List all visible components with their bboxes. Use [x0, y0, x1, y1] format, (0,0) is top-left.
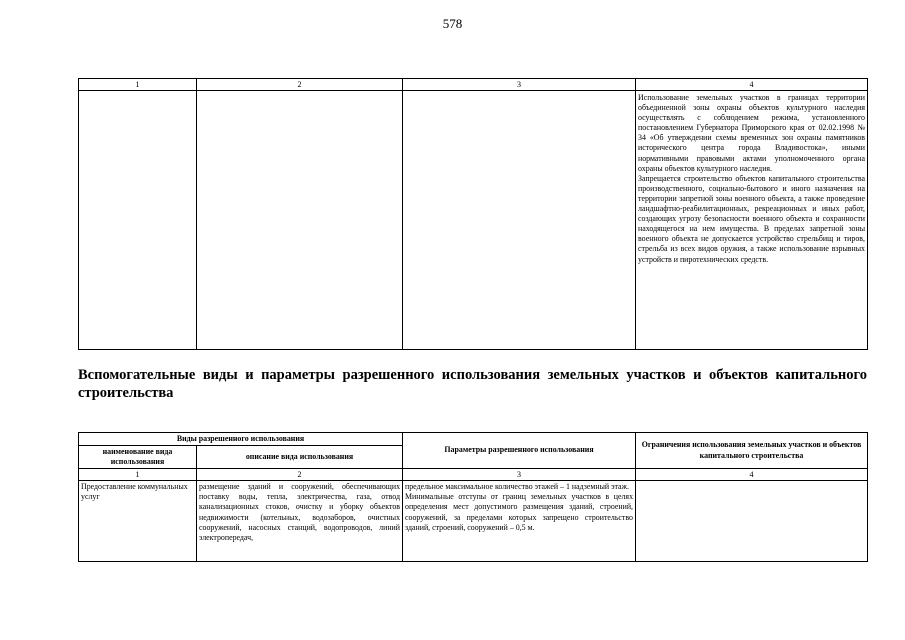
- table-row: [79, 481, 868, 562]
- section-heading: Вспомогательные виды и параметры разрешенного использования земельных участков и объектов капитального строительства: [78, 367, 867, 401]
- page-number: 578: [442, 16, 463, 31]
- column-number-row: [79, 79, 868, 91]
- param-line: предельное максимальное количество этажей – 1 надземный этаж.: [405, 482, 629, 491]
- column-number: 4: [636, 469, 868, 481]
- use-description-cell: размещение зданий и сооружений, обеспечивающих поставку воды, тепла, электричества, газа, отвод канализационных стоков, очистку и уборку объектов недвижимости (котельных, водозаборов, очистных сооружений, насосных станций, водопроводов, линий электропередач,: [197, 481, 403, 562]
- column-number-row: [79, 469, 868, 481]
- column-number: 3: [403, 469, 636, 481]
- restriction-paragraph: Использование земельных участков в границах территории объединенной зоны охраны объектов культурного наследия осуществлять с соблюдением режима, установленного постановлением Губернатора Приморского края от 02.02.1998 № 34 «Об утверждении схемы временных зон охраны памятников исторического центра города Владивостока», иными нормативными правовыми актами уполномоченного органа охраны объектов культурного наследия.: [638, 93, 865, 173]
- name-header: наименование вида использования: [79, 446, 197, 469]
- continuation-table: [78, 78, 868, 350]
- restriction-paragraph: Запрещается строительство объектов капитального строительства производственного, социально-бытового и иного назначения на территории запретной зоны военного объекта, а также проведение ландшафтно-реабилитационных, рекреационных и иных работ, создающих угрозу безопасности военного объекта и сохранности находящегося на нем имущества. В пределах запретной зоны военного объекта не допускается устройство стрельбищ и тиров, стрельба из всех видов оружия, а также использование взрывных устройств и пиротехнических средств.: [638, 173, 865, 264]
- empty-cell: [403, 91, 636, 350]
- use-restrictions-cell: [636, 481, 868, 562]
- header-row: [79, 433, 868, 446]
- description-header: описание вида использования: [197, 446, 403, 469]
- restrictions-cell: [636, 91, 868, 350]
- column-number: 1: [79, 469, 197, 481]
- auxiliary-uses-table: [78, 432, 868, 562]
- group-header: Виды разрешенного использования: [79, 433, 403, 446]
- column-number: 4: [636, 79, 868, 91]
- param-line: Минимальные отступы от границ земельных участков в целях определения мест допустимого размещения зданий, строений, сооружений, за пределами которых запрещено строительство зданий, строений, сооружений – 0,5 м.: [405, 492, 634, 532]
- empty-cell: [79, 91, 197, 350]
- column-number: 2: [197, 79, 403, 91]
- empty-cell: [197, 91, 403, 350]
- column-number: 2: [197, 469, 403, 481]
- params-header: Параметры разрешенного использования: [403, 433, 636, 469]
- use-params-cell: [403, 481, 636, 562]
- column-number: 1: [79, 79, 197, 91]
- use-name-cell: Предоставление коммунальных услуг: [79, 481, 197, 562]
- restrictions-header: Ограничения использования земельных участков и объектов капитального строительства: [636, 433, 868, 469]
- column-number: 3: [403, 79, 636, 91]
- table-row: [79, 91, 868, 350]
